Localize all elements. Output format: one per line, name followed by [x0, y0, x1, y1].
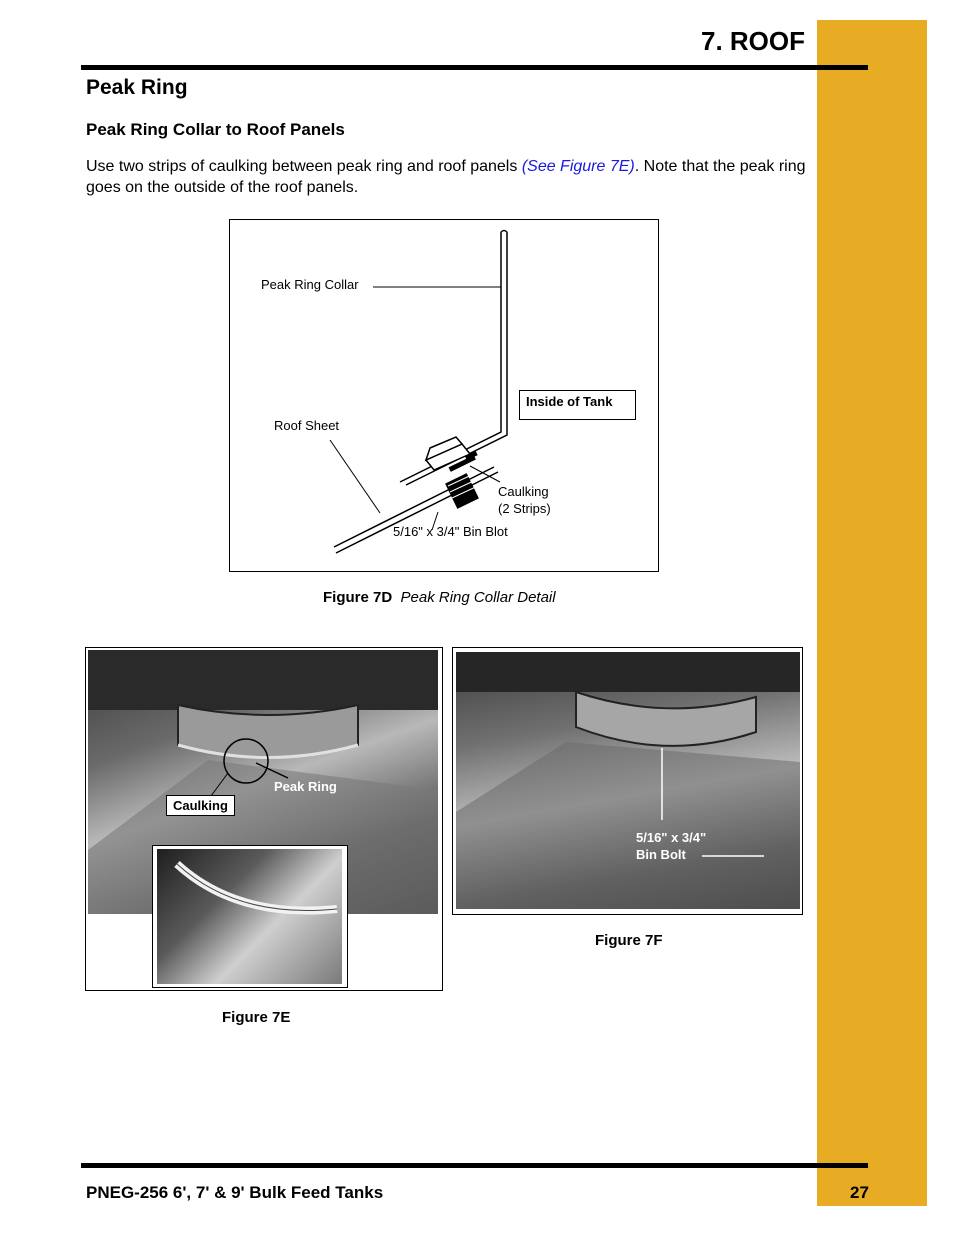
- label-roof-sheet: Roof Sheet: [274, 418, 340, 433]
- label-bolt-7f-line1: 5/16" x 3/4": [636, 830, 707, 845]
- figure-7e-number: Figure 7E: [222, 1009, 291, 1026]
- figure-7f-caption: [595, 932, 663, 949]
- body-paragraph: [86, 156, 806, 198]
- label-caulking-strips: (2 Strips): [498, 501, 551, 516]
- subsection-title: Peak Ring Collar to Roof Panels: [86, 120, 345, 139]
- figure-7e-inset-frame: [152, 845, 348, 988]
- section-title: Peak Ring: [86, 76, 188, 99]
- figure-7d-caption: [323, 589, 556, 606]
- figure-7d-diagram: [229, 219, 659, 572]
- figure-7d-number: Figure 7D: [323, 589, 393, 606]
- chapter-sidebar: [817, 20, 927, 1206]
- footer-rule: [81, 1163, 868, 1168]
- body-text-end: . Note that the peak ring goes on the outside of the roof panels.: [86, 158, 806, 196]
- figure-7f-number: Figure 7F: [595, 932, 663, 949]
- figure-7f-photo-overlay: [456, 652, 800, 909]
- figure-7e-frame: [85, 647, 443, 991]
- figure-7e-inset-photo: [157, 849, 342, 984]
- label-caulking: Caulking: [498, 484, 549, 499]
- footer-doc-title: PNEG-256 6', 7' & 9' Bulk Feed Tanks: [86, 1183, 384, 1202]
- page-number: 27: [850, 1183, 869, 1202]
- label-caulking-7e: Caulking: [166, 795, 235, 816]
- figure-7e-caption: [222, 1009, 290, 1026]
- chapter-title: 7. ROOF: [700, 26, 805, 56]
- body-text-start: Use two strips of caulking between peak ring and roof panels: [86, 158, 522, 175]
- label-inside-of-tank: Inside of Tank: [519, 390, 636, 420]
- figure-7e-link[interactable]: (See Figure 7E): [521, 158, 635, 175]
- label-bolt: 5/16" x 3/4" Bin Blot: [393, 524, 508, 539]
- figure-7d-title: Peak Ring Collar Detail: [400, 589, 556, 606]
- label-peak-ring-collar: Peak Ring Collar: [261, 277, 359, 292]
- figure-7f-frame: [452, 647, 803, 915]
- label-peak-ring-7e: Peak Ring: [274, 779, 337, 794]
- header-rule: [81, 65, 868, 70]
- figure-7f-photo: [456, 652, 800, 909]
- label-bolt-7f-line2: Bin Bolt: [636, 847, 686, 862]
- figure-7e-inset-overlay: [157, 849, 342, 984]
